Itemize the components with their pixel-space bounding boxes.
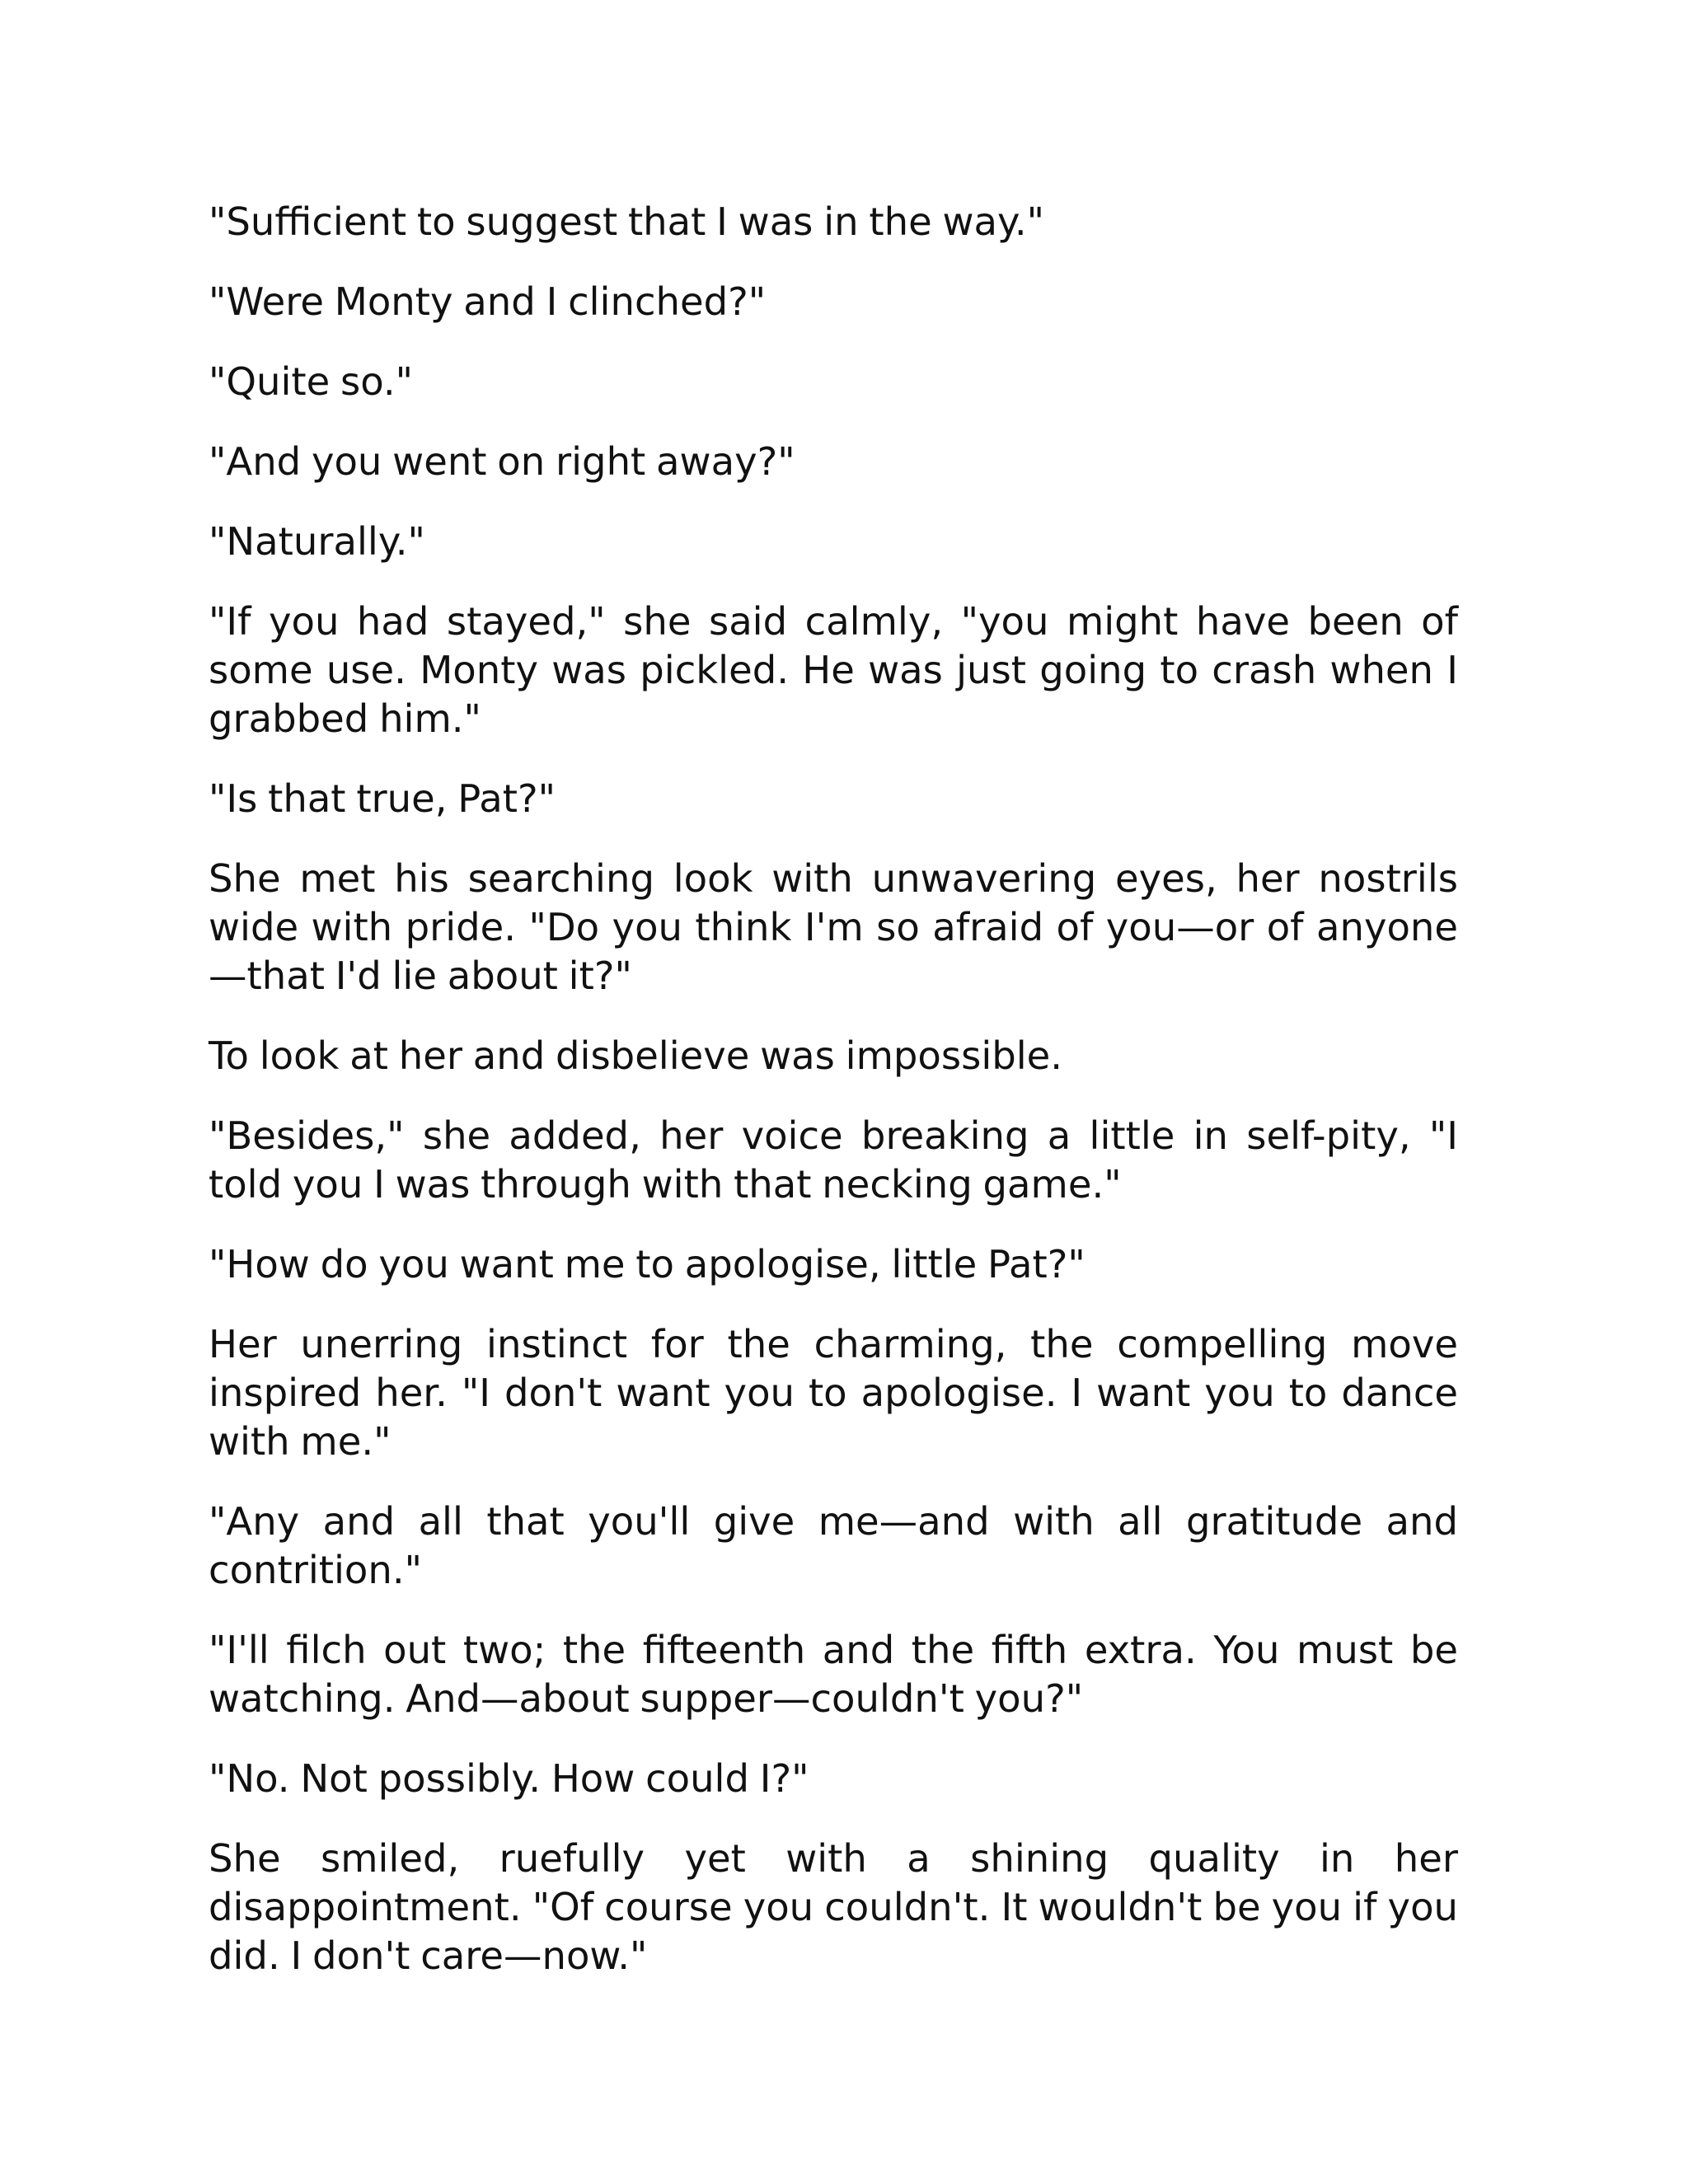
paragraph-3: "Quite so.": [209, 359, 414, 404]
paragraph-10: "Besides," she added, her voice breaking a little in self-pity, "I told you I was through with that necking game.": [209, 1113, 1458, 1207]
paragraph-11: "How do you want me to apologise, little Pat?": [209, 1242, 1085, 1286]
paragraph-9: To look at her and disbelieve was impossible.: [209, 1033, 1063, 1078]
paragraph-4: "And you went on right away?": [209, 439, 795, 484]
paragraph-15: "No. Not possibly. How could I?": [209, 1756, 809, 1801]
document-page: [209, 198, 1458, 2012]
paragraph-2: "Were Monty and I clinched?": [209, 279, 767, 324]
paragraph-14: "I'll filch out two; the fifteenth and the fifth extra. You must be watching. And—about supper—couldn't you?": [209, 1628, 1458, 1721]
paragraph-5: "Naturally.": [209, 519, 425, 564]
paragraph-12: Her unerring instinct for the charming, the compelling move inspired her. "I don't want you to apologise. I want you to dance with me.": [209, 1322, 1458, 1464]
paragraph-13: "Any and all that you'll give me—and with all gratitude and contrition.": [209, 1499, 1458, 1592]
paragraph-1: "Sufficient to suggest that I was in the way.": [209, 199, 1045, 244]
paragraph-8: She met his searching look with unwavering eyes, her nostrils wide with pride. "Do you think I'm so afraid of you—or of anyone—that I'd lie about it?": [209, 856, 1458, 998]
paragraph-16: She smiled, ruefully yet with a shining quality in her disappointment. "Of course you couldn't. It wouldn't be you if you did. I don't care—now.": [209, 1836, 1458, 1978]
paragraph-6: "If you had stayed," she said calmly, "you might have been of some use. Monty was pickled. He was just going to crash when I grabbed him.": [209, 599, 1458, 741]
paragraph-7: "Is that true, Pat?": [209, 776, 556, 821]
